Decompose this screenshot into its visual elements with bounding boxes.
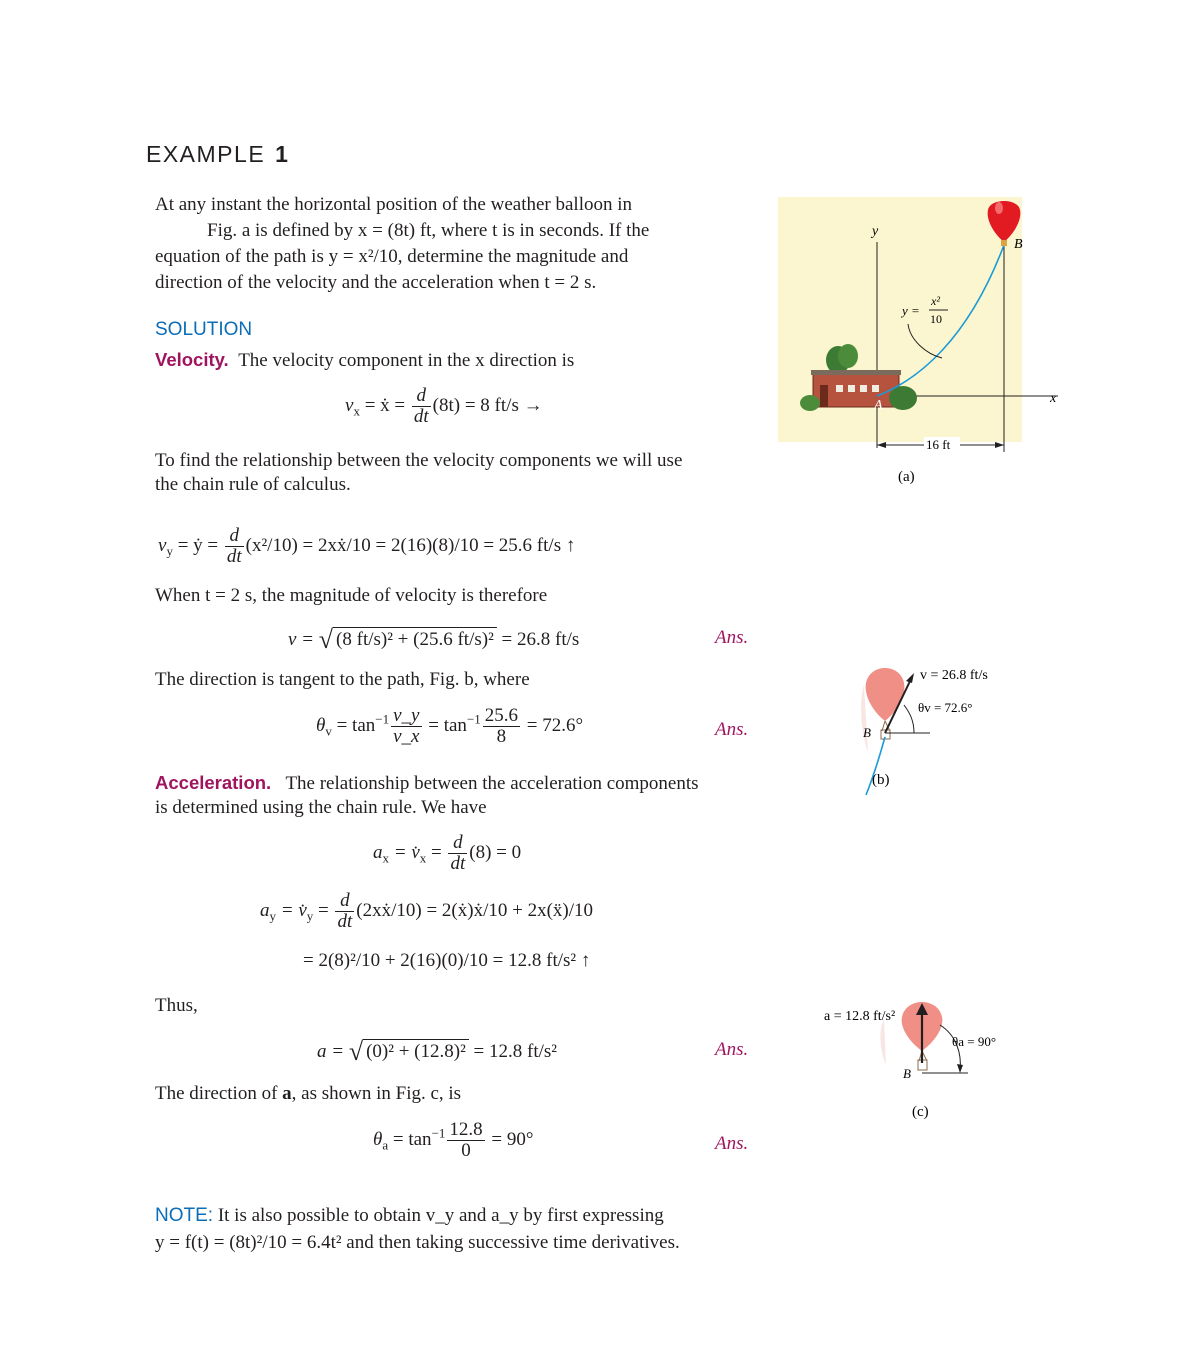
ay-result: = 2(ẋ)ẋ/10 + 2x(ẍ)/10	[421, 899, 593, 921]
theta-v-tan: = tan	[331, 714, 376, 736]
ay-mid-sub: y	[306, 908, 314, 924]
vx-sub: x	[353, 403, 360, 419]
problem-line-3: equation of the path is y = x²/10, determine the magnitude and	[155, 246, 629, 267]
direction-text-c	[155, 1083, 461, 1105]
dimension-arrow-right-icon	[995, 442, 1004, 448]
velocity-intro	[155, 349, 574, 372]
solution-heading: SOLUTION	[155, 319, 253, 340]
vy-sub: y	[166, 543, 173, 559]
ax-mid-sub: x	[419, 850, 427, 866]
a-result: = 12.8 ft/s²	[468, 1041, 557, 1062]
vx-fraction	[412, 386, 431, 427]
theta-a-tan: = tan	[388, 1128, 432, 1150]
ax-mid: = v̇	[389, 841, 420, 863]
theta-a-sub: a	[382, 1137, 389, 1153]
theta-v-den-2: 8	[496, 726, 507, 747]
ay-lhs: a	[260, 899, 270, 921]
balloon-b-icon	[866, 668, 905, 721]
equation-theta-a	[373, 1120, 533, 1161]
theta-a-result: = 90°	[486, 1128, 534, 1150]
velocity-heading: Velocity.	[155, 349, 229, 370]
angle-arc-b	[904, 705, 914, 733]
vy-den: dt	[226, 546, 242, 567]
theta-v-num-2: 25.6	[484, 705, 519, 726]
ay-fraction	[335, 891, 354, 932]
ax-fraction	[448, 833, 467, 874]
vx-mid: = ẋ =	[359, 394, 410, 416]
figure-a-caption: (a)	[898, 469, 915, 485]
acceleration-label: a = 12.8 ft/s²	[824, 1009, 896, 1024]
vy-num: d	[225, 526, 244, 547]
theta-a-label: θa = 90°	[952, 1034, 997, 1049]
y-axis-label: y	[872, 224, 879, 239]
vy-fraction	[225, 526, 244, 567]
vy-result: = 2xẋ/10 = 2(16)(8)/10 = 25.6 ft/s ↑	[297, 534, 576, 556]
equation-a-magnitude	[317, 1037, 557, 1067]
acceleration-intro-line-1	[155, 771, 755, 796]
direction-c-pre: The direction of	[155, 1083, 283, 1104]
theta-a-fraction	[447, 1120, 484, 1161]
theta-a-den: 0	[461, 1140, 471, 1161]
ax-arg: (8)	[469, 841, 492, 863]
chain-rule-line-1: To find the relationship between the velocity components we will use	[155, 450, 683, 471]
note-line-2: y = f(t) = (8t)²/10 = 6.4t² and then taking successive time derivatives.	[155, 1232, 680, 1253]
ax-lhs: a	[373, 841, 383, 863]
ax-result: = 0	[491, 841, 522, 863]
vx-lhs: v	[345, 394, 354, 416]
acceleration-intro-text-1: The relationship between the acceleration components	[285, 773, 699, 794]
figure-c	[820, 995, 1040, 1125]
equation-vy	[158, 526, 575, 567]
velocity-label: v = 26.8 ft/s	[920, 668, 988, 683]
sqrt-sign-icon: √	[318, 625, 334, 654]
dimension-arrow-left-icon	[877, 442, 886, 448]
equation-ay-1: $a_y$ = $v̇_y$ = $\frac{d}{dt}$ (2xẋ/10) = 2(ẋ)ẋ/10 + 2x(ẍ)/10	[260, 890, 593, 932]
note-line-1	[155, 1202, 755, 1229]
theta-v-sub: v	[325, 723, 332, 739]
answer-label-theta-v: Ans.	[715, 719, 749, 740]
when-text: When t = 2 s, the magnitude of velocity is therefore	[155, 585, 548, 606]
point-a-label: A	[874, 398, 883, 413]
problem-line-4: direction of the velocity and the acceleration when t = 2 s.	[155, 272, 597, 293]
ay-den: dt	[337, 911, 353, 932]
note-line-1-text: It is also possible to obtain v_y and a_y by first expressing	[217, 1205, 664, 1226]
figure-c-caption: (c)	[912, 1104, 929, 1120]
acceleration-heading: Acceleration.	[155, 772, 272, 793]
problem-line-2	[155, 218, 755, 244]
v-result: = 26.8 ft/s	[496, 629, 580, 650]
ay-arg: (2xẋ/10)	[356, 899, 422, 921]
equation-ay-2: = 2(8)²/10 + 2(16)(0)/10 = 12.8 ft/s² ↑	[303, 950, 591, 971]
theta-v-sup: −1	[375, 711, 390, 727]
point-b-label-b: B	[863, 725, 871, 740]
ax-den: dt	[450, 853, 466, 874]
x-axis-label: x	[1050, 391, 1057, 406]
figure-b	[840, 655, 1040, 795]
v-radicand: (8 ft/s)² + (25.6 ft/s)²	[333, 627, 497, 650]
equation-v-magnitude	[288, 625, 579, 655]
answer-label-v: Ans.	[715, 627, 749, 648]
chain-rule-line-2: the chain rule of calculus.	[155, 474, 351, 495]
theta-v-den: v_x	[393, 726, 420, 747]
theta-v-fraction-2	[483, 706, 520, 747]
velocity-intro-text: The velocity component in the x direction is	[238, 350, 575, 371]
vx-den: dt	[413, 406, 429, 427]
ay-mid: = v̇	[276, 899, 307, 921]
theta-a-sup: −1	[431, 1125, 446, 1141]
theta-v-sup-2: −1	[466, 711, 481, 727]
direction-c-bold: a	[282, 1083, 292, 1104]
theta-a-num: 12.8	[449, 1119, 483, 1140]
answer-label-theta-a: Ans.	[715, 1133, 749, 1154]
theta-a-lhs: θ	[373, 1128, 383, 1150]
a-lhs: a =	[317, 1041, 349, 1062]
point-b-label: B	[1014, 237, 1023, 252]
ay-num: d	[335, 891, 354, 912]
a-radicand: (0)² + (12.8)²	[363, 1039, 469, 1062]
theta-v-num: v_y	[393, 705, 420, 726]
theta-v-label: θv = 72.6°	[918, 700, 973, 715]
equation-theta-v	[316, 706, 583, 747]
note	[155, 1202, 755, 1256]
point-b-label-c: B	[903, 1066, 911, 1081]
ax-num: d	[448, 833, 467, 854]
direction-c-post: , as shown in Fig. c, is	[291, 1083, 462, 1104]
figure-a	[778, 190, 1068, 490]
vx-num: d	[412, 386, 431, 407]
figure-b-caption: (b)	[872, 772, 890, 788]
problem-statement	[155, 192, 755, 296]
problem-line-1: At any instant the horizontal position of the weather balloon in	[155, 194, 633, 215]
example-word: EXAMPLE	[146, 141, 266, 167]
ay-sub: y	[269, 908, 276, 924]
v-lhs: v =	[288, 629, 319, 650]
acceleration-intro	[155, 771, 755, 820]
path-label-num: x²	[931, 294, 940, 308]
equation-vx	[345, 386, 543, 427]
path-label-lhs: y =	[902, 303, 920, 318]
velocity-arrowhead-icon	[906, 673, 914, 683]
angle-arrow-c-icon	[957, 1064, 963, 1073]
chain-rule-text	[155, 449, 755, 497]
ax-sub: x	[382, 850, 389, 866]
dimension-label: 16 ft	[926, 437, 951, 452]
example-title	[146, 141, 289, 168]
vy-lhs: v	[158, 534, 167, 556]
theta-v-result: = 72.6°	[522, 714, 584, 736]
vy-mid: = ẏ =	[172, 534, 223, 556]
theta-v-tan-2: = tan	[423, 714, 467, 736]
vx-arg: (8t)	[432, 394, 461, 416]
example-number: 1	[275, 141, 290, 167]
thus-text: Thus,	[155, 995, 198, 1016]
path-label-den: 10	[930, 312, 942, 326]
direction-text-b: The direction is tangent to the path, Fig. b, where	[155, 669, 530, 690]
note-label: NOTE:	[155, 1205, 214, 1226]
vx-result: = 8 ft/s →	[460, 394, 543, 416]
sqrt-sign-icon-2: √	[348, 1037, 364, 1066]
acceleration-intro-line-2: is determined using the chain rule. We have	[155, 797, 487, 818]
theta-v-lhs: θ	[316, 714, 326, 736]
problem-line-2-text: Fig. a is defined by x = (8t) ft, where t is in seconds. If the	[207, 220, 650, 241]
theta-v-fraction	[391, 706, 421, 747]
answer-label-a: Ans.	[715, 1039, 749, 1060]
equation-ax: $a_x$ = $v̇_x$ = $\frac{d}{dt}$ (8) = 0	[373, 832, 522, 874]
vy-arg: (x²/10)	[245, 534, 298, 556]
